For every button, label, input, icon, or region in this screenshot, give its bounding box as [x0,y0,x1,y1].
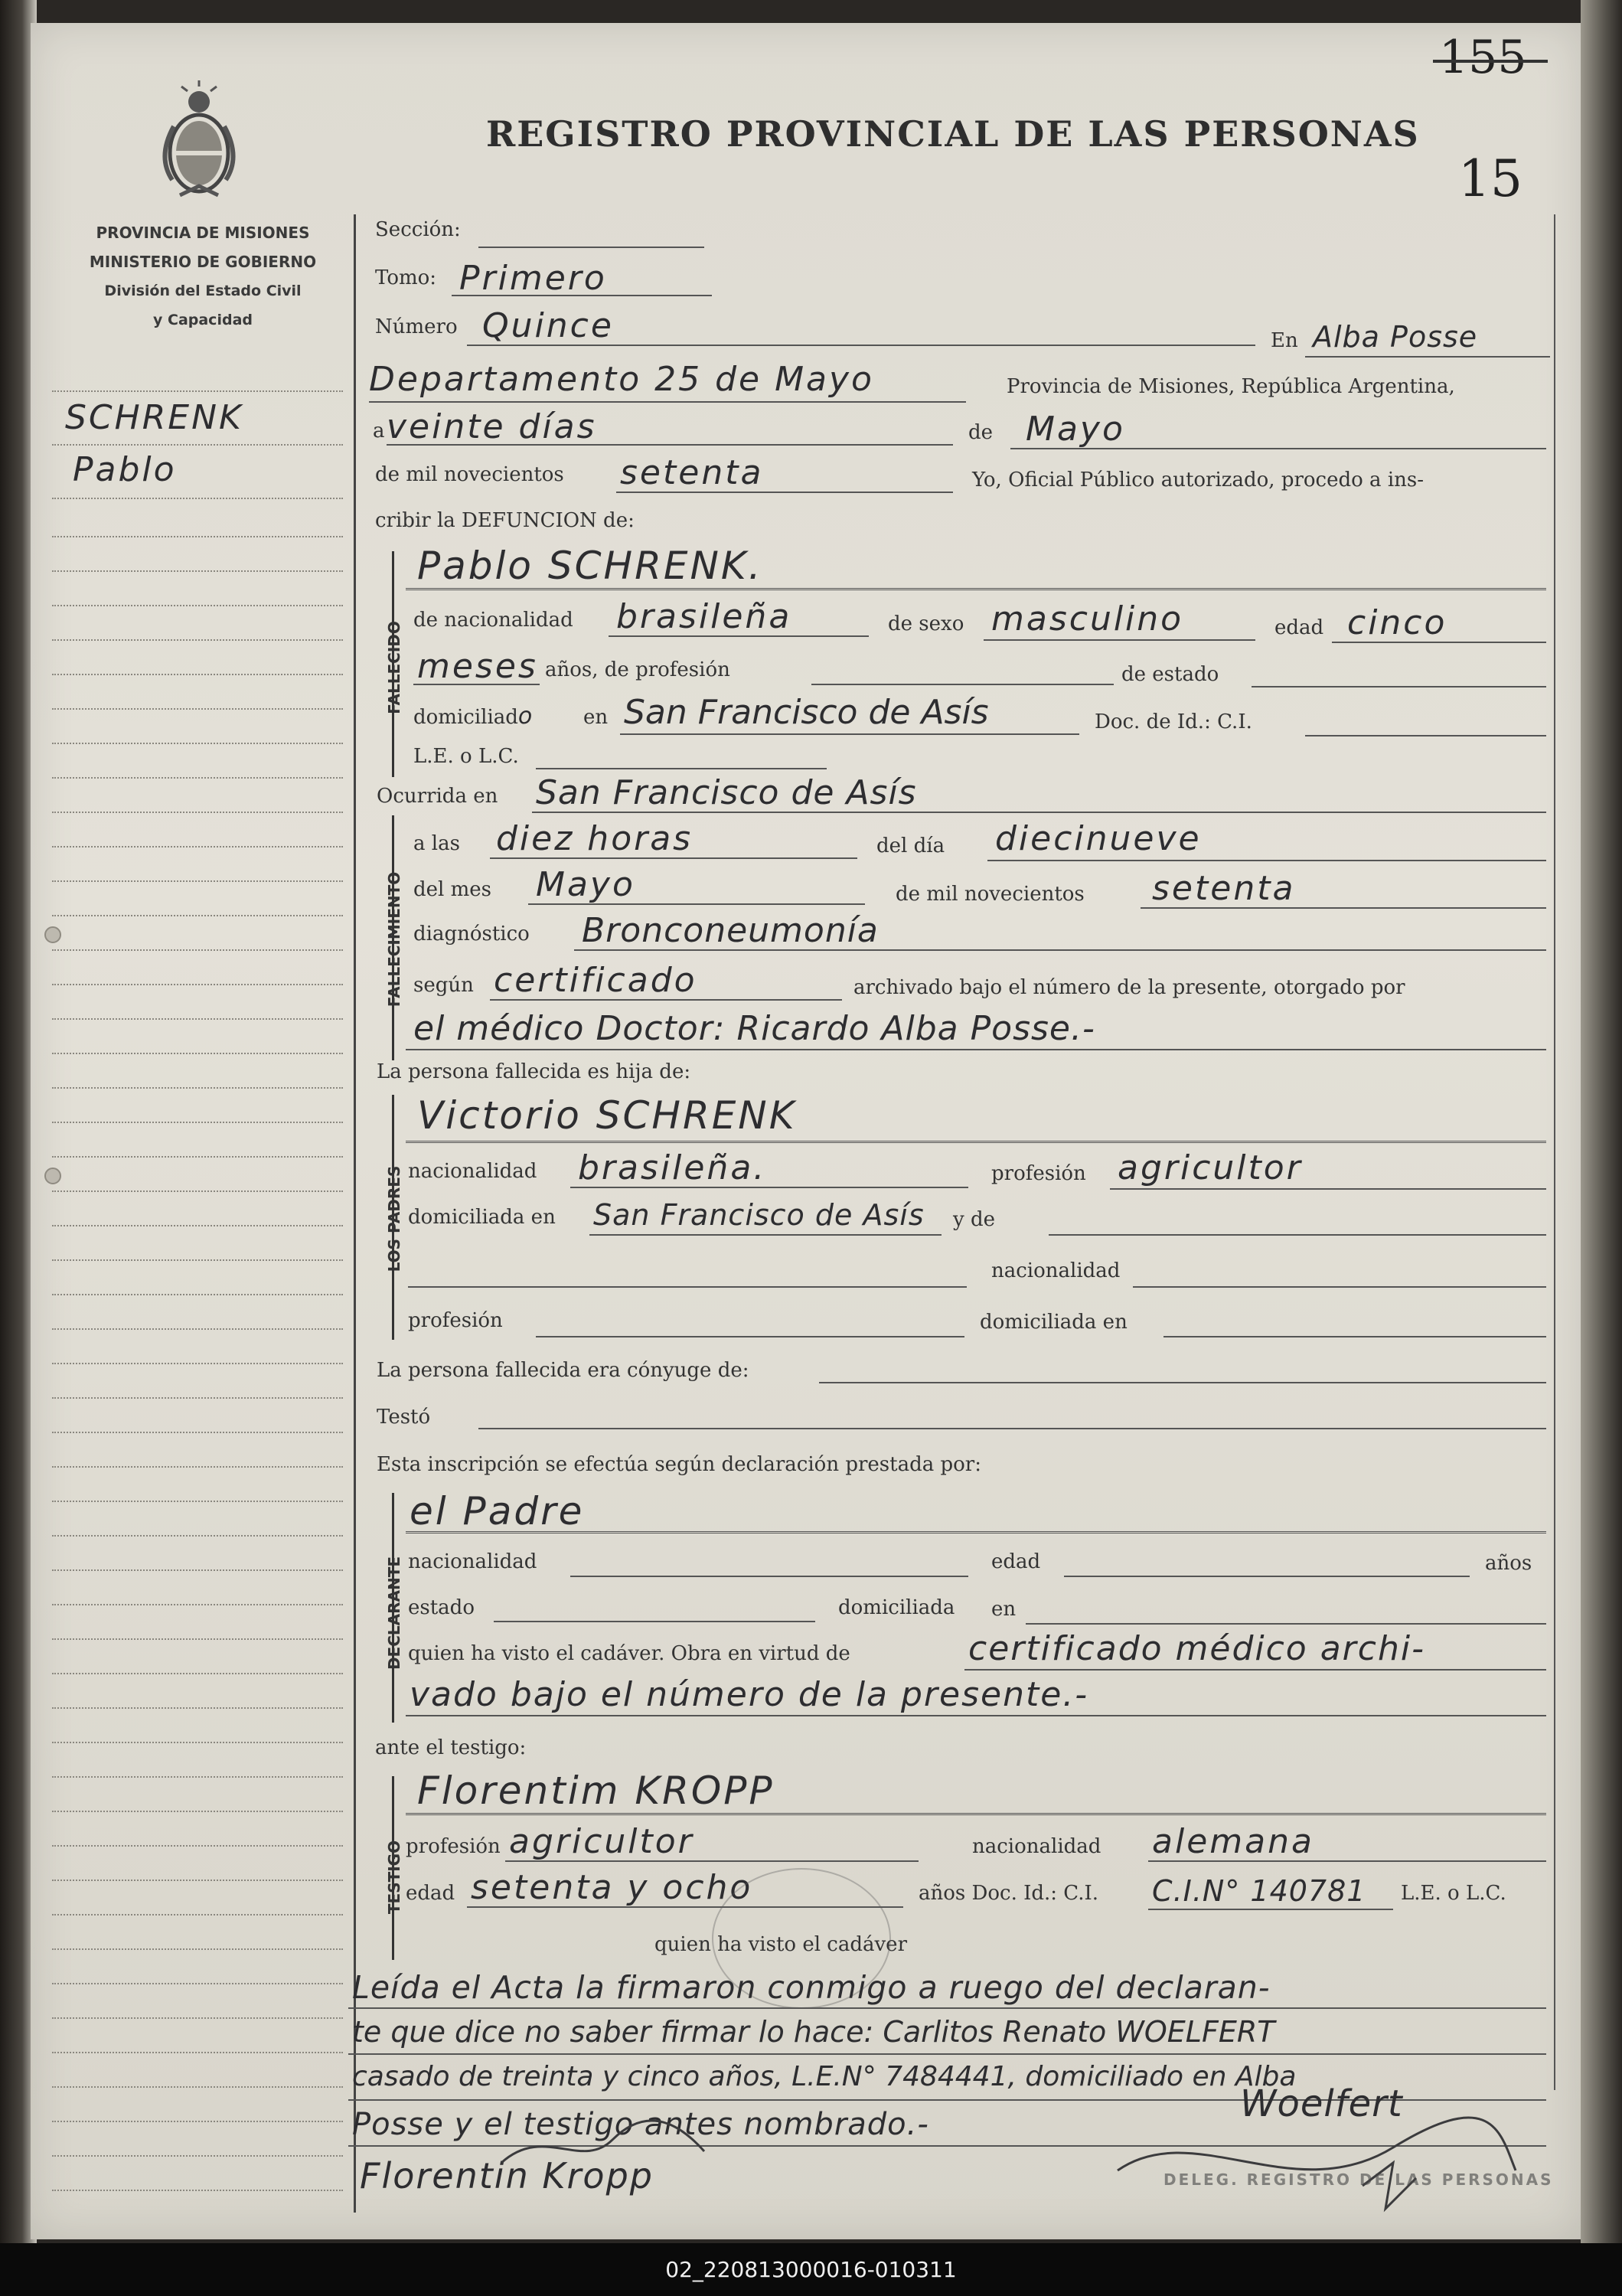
fallecido-section-label: FALLECIDO [385,621,403,714]
dia-value-2: diecinueve [995,819,1202,858]
coat-of-arms-icon [157,80,241,203]
doc-line [1305,735,1546,736]
anio-line-2 [1141,907,1546,909]
declarante-estado-label: estado [408,1596,475,1619]
tomo-label: Tomo: [375,266,437,289]
division-line: División del Estado Civil [104,283,302,299]
sexo-label: de sexo [888,612,964,635]
testigo-nacionalidad-line [1148,1860,1546,1862]
padre-domicilio-line [589,1234,942,1236]
closing-line-4: Posse y el testigo antes nombrado.- [352,2107,929,2142]
hija-label: La persona fallecida es hija de: [377,1060,691,1083]
testigo-visto-label: quien ha visto el cadáver [654,1933,908,1956]
padre-nacionalidad-line [570,1187,968,1188]
conyuge-label: La persona fallecida era cónyuge de: [377,1359,749,1382]
conyuge-line [819,1382,1546,1383]
obra-line [964,1669,1546,1671]
padre-name: Victorio SCHRENK [417,1093,797,1138]
declarante-domiciliada-label: domiciliada [838,1596,955,1619]
nacionalidad-label: de nacionalidad [413,609,573,632]
diagnostico-value: Bronconeumonía [582,911,879,950]
padre-domicilio-value: San Francisco de Asís [593,1198,925,1232]
profesion-line [811,684,1114,685]
declarante-en-label: en [991,1598,1017,1621]
declarante-edad-label: edad [991,1550,1041,1573]
declarante-name-line [406,1531,1546,1533]
medico-line [406,1049,1546,1050]
declarante-nacionalidad-line [570,1576,968,1577]
segun-value: certificado [494,961,697,1000]
seccion-label: Sección: [375,218,461,241]
padre-nacionalidad-label: nacionalidad [408,1160,537,1183]
testigo-doc-value: C.I.N° 140781 [1152,1874,1366,1908]
ocurrida-line [532,812,1546,813]
domiciliado-suffix: o [517,703,533,730]
madre-name-line [1049,1234,1546,1236]
estado-line [1252,686,1546,687]
testigo-section-label: TESTIGO [385,1840,403,1915]
domiciliado-label-text: domiciliad [413,706,518,729]
declarante-nacionalidad-label: nacionalidad [408,1550,537,1573]
padre-name-line [406,1141,1546,1143]
domiciliado-label [413,703,532,730]
diagnostico-label: diagnóstico [413,923,530,946]
a-label: a [373,420,385,443]
provincia-label: Provincia de Misiones, República Argentina, [1007,375,1455,398]
declarante-estado-line [494,1621,815,1622]
archivado-label: archivado bajo el número de la presente, otorgado por [853,976,1405,999]
left-column-border [354,214,356,2213]
doc-label: Doc. de Id.: C.I. [1095,710,1252,733]
declarante-anios-label: años [1485,1552,1532,1575]
hora-line [490,857,857,859]
declarante-section-label: DECLARANTE [385,1556,403,1671]
estado-label: de estado [1121,663,1219,686]
testigo-name-line [406,1813,1546,1815]
testigo-signature: Florentin Kropp [360,2155,654,2196]
diagnostico-line [574,949,1546,951]
madre-domiciliada-label: domiciliada en [980,1311,1128,1334]
numero-value: Quince [482,306,614,345]
madre-nacionalidad-line [1133,1286,1546,1288]
punch-hole [44,1168,61,1184]
mil-label: de mil novecientos [375,463,564,486]
page-stack-edge [1581,0,1622,2243]
dia-value: veinte días [387,407,597,446]
padre-nacionalidad-value: brasileña. [578,1148,767,1187]
ministry-line: MINISTERIO DE GOBIERNO [89,253,317,271]
madre-name-line-2 [408,1286,967,1288]
edad-label: edad [1274,616,1324,639]
anio-line [616,492,953,493]
testigo-edad-label: edad [406,1882,455,1905]
segun-line [490,999,842,1001]
sexo-line [984,639,1255,641]
anio-value-2: setenta [1152,869,1296,908]
seccion-line [478,247,704,248]
testigo-profesion-line [505,1860,919,1862]
testigo-name: Florentim KROPP [417,1769,775,1813]
testigo-nacionalidad-value: alemana [1152,1822,1314,1861]
closing-rule-2 [348,2053,1546,2055]
closing-line-2: te que dice no saber firmar lo hace: Carlitos Renato WOELFERT [352,2015,1275,2049]
folio-old-number: 155 [1439,31,1527,84]
declarante-edad-line [1064,1576,1470,1577]
anio-value: setenta [620,453,764,492]
closing-line-3: casado de treinta y cinco años, L.E.N° 7484441, domiciliado en Alba [352,2061,1297,2092]
y-de-label: y de [953,1208,995,1231]
obra-value-2: vado bajo el número de la presente.- [410,1675,1089,1714]
lugar-line [1305,356,1550,358]
closing-rule-1 [348,2007,1546,2009]
ante-testigo-label: ante el testigo: [375,1736,527,1759]
ocurrida-label: Ocurrida en [377,785,498,808]
testigo-anios-label: años Doc. Id.: C.I. [919,1882,1099,1905]
padre-profesion-line [1110,1188,1546,1190]
oficial-signature: Woelfert [1240,2082,1403,2125]
edad-value: cinco [1347,603,1447,642]
padre-domiciliada-label: domiciliada en [408,1206,556,1229]
testigo-profesion-label: profesión [406,1835,501,1858]
fallecido-name-line [406,588,1546,590]
official-stamp-text: DELEG. REGISTRO DE LAS PERSONAS [1163,2170,1554,2189]
hora-value: diez horas [496,819,694,858]
nacionalidad-value: brasileña [616,597,792,636]
mes-value: Mayo [1026,410,1125,449]
dia-line-2 [987,860,1546,861]
edad-value-2: meses [417,647,538,686]
mil-label-2: de mil novecientos [896,883,1085,906]
mes-value-2: Mayo [536,865,635,904]
closing-line-1: Leída el Acta la firmaron conmigo a ruego del declaran- [352,1969,1271,2006]
domicilio-en-label: en [583,706,609,729]
visto-label: quien ha visto el cadáver. Obra en virtud de [408,1642,850,1665]
fallecido-name: Pablo SCHRENK. [417,544,763,588]
tomo-value: Primero [459,259,607,298]
madre-domicilio-line [1163,1336,1546,1337]
departamento-line [369,401,966,403]
numero-label: Número [375,315,458,338]
folio-number: 15 [1458,149,1522,208]
image-label: 02_220813000016-010311 [665,2257,957,2282]
madre-nacionalidad-label: nacionalidad [991,1259,1121,1282]
anios-label: años, de profesión [545,658,730,681]
madre-profesion-line [536,1336,964,1337]
edad-line [1332,642,1546,643]
padre-profesion-value: agricultor [1118,1148,1303,1187]
domicilio-line [620,733,1079,735]
margin-surname: SCHRENK [65,398,243,437]
testigo-doc-line [1148,1909,1393,1910]
inscribir-label: cribir la DEFUNCION de: [375,509,635,532]
a-las-label: a las [413,832,460,855]
signature-flourish-icon [498,2109,712,2178]
departamento-value: Departamento 25 de Mayo [369,360,874,399]
obra-line-2 [406,1715,1546,1716]
domicilio-value: San Francisco de Asís [624,693,989,732]
right-column-border [1554,214,1555,2090]
testo-line [478,1428,1546,1429]
de-label: de [968,421,994,444]
fallecimiento-section-label: FALLECIMIENTO [385,871,403,1008]
document-title: REGISTRO PROVINCIAL DE LAS PERSONAS [486,113,1420,155]
testigo-le-label: L.E. o L.C. [1401,1882,1506,1905]
edad2-line [413,684,540,685]
del-dia-label: del día [876,834,945,857]
obra-value: certificado médico archi- [968,1629,1425,1668]
nacionalidad-line [609,635,869,637]
segun-label: según [413,974,474,997]
sexo-value: masculino [991,599,1184,639]
issuing-authority [54,218,352,335]
declarante-intro-label: Esta inscripción se efectúa según declaración prestada por: [377,1453,981,1476]
padre-profesion-label: profesión [991,1162,1086,1185]
oficial-signature-flourish-icon [1102,2102,1531,2216]
declarante-name: el Padre [410,1489,585,1533]
margin-given-name: Pablo [73,450,177,489]
dia-line [387,444,953,446]
mes-line [1010,448,1546,449]
punch-hole [44,926,61,943]
le-line [536,768,827,769]
folio-strikethrough [1433,60,1548,63]
ocurrida-value: San Francisco de Asís [536,773,917,812]
medico-value: el médico Doctor: Ricardo Alba Posse.- [413,1009,1095,1048]
mes-line-2 [528,903,865,905]
en-label: En [1271,329,1298,352]
testigo-profesion-value: agricultor [509,1822,694,1861]
capacity-line: y Capacidad [153,312,253,328]
madre-profesion-label: profesión [408,1309,503,1332]
declarante-domicilio-line [1026,1623,1546,1625]
province-line: PROVINCIA DE MISIONES [96,224,310,242]
le-label: L.E. o L.C. [413,745,519,768]
del-mes-label: del mes [413,878,491,901]
testigo-edad-value: setenta y ocho [471,1868,753,1907]
testo-label: Testó [377,1406,431,1429]
padres-section-label: LOS PADRES [385,1165,403,1272]
oficial-label: Yo, Oficial Público autorizado, procedo a ins- [972,469,1425,492]
lugar-value: Alba Posse [1313,320,1478,354]
testigo-nacionalidad-label: nacionalidad [972,1835,1101,1858]
